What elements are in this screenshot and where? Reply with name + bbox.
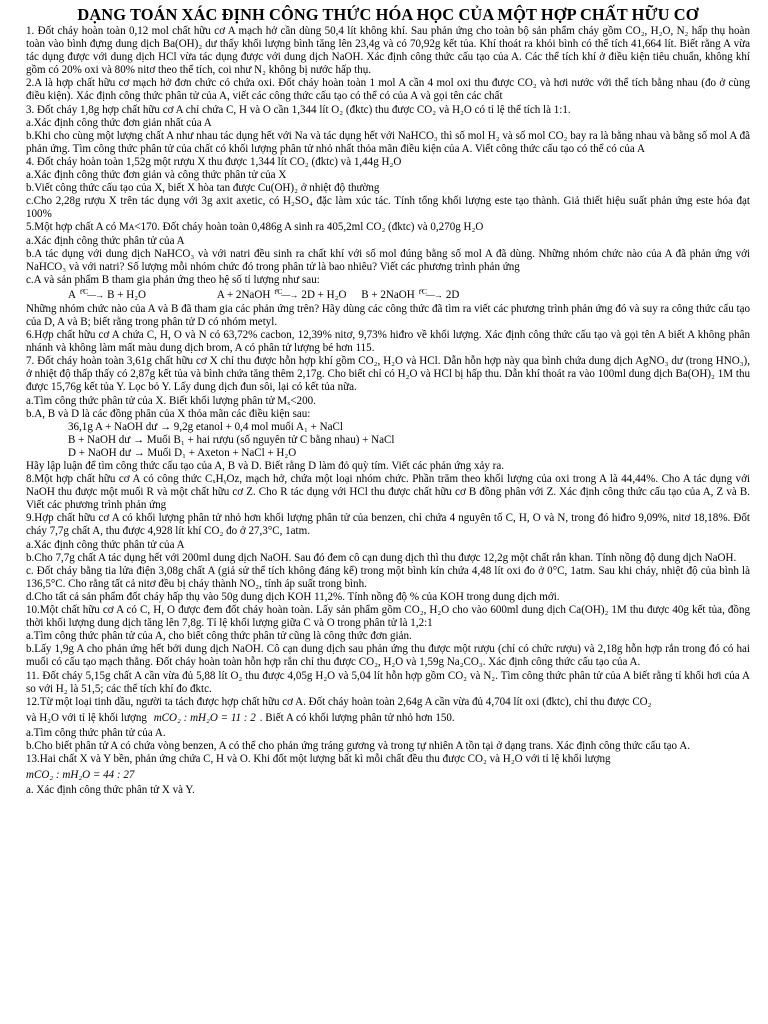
text-line: a. Xác định công thức phân tử X và Y. xyxy=(26,784,195,797)
text-line: 9.Hợp chất hữu cơ A có khối lượng phân tử nhỏ hơn khối lượng phân tử của benzen, chỉ chứa 4 nguyên tố C, H, O và N, trong đó hiđro 9,09%, nitơ 18,18%. Đốt cháy 7,7g chất A, thu được 4,928 lít khí CO₂ đo ở 27,3°C, 1atm. xyxy=(26,512,750,538)
problem-block-3 xyxy=(26,460,750,709)
text-line: 5.Một hợp chất A có Mᴀ<170. Đốt cháy hoàn toàn 0,486g A sinh ra 405,2ml CO₂ (đktc) và 0,270g H₂O xyxy=(26,221,484,234)
text-line: Những nhóm chức nào của A và B đã tham gia các phản ứng trên? Hãy dùng các công thức đã tìm ra viết các phương trình phản ứng đó và suy ra công thức cấu tạo của D, A và B; biết rằng trong phân tử D có nhóm metyl. xyxy=(26,302,750,328)
eq-product-3: 2D xyxy=(445,288,460,301)
eq-reactant-3: B + 2NaOH xyxy=(361,288,415,301)
mass-ratio-formula: mCO₂ : mH₂O = 11 : 2 xyxy=(153,711,256,724)
text-line: 13.Hai chất X và Y bền, phản ứng chứa C, H và O. Khi đốt một lượng bất kì mỗi chất đều thu được CO₂ và H₂O với tỉ lệ khối lượng xyxy=(26,752,611,765)
reaction-line: 36,1g A + NaOH dư → 9,2g etanol + 0,4 mol muối A₁ + NaCl xyxy=(68,420,343,433)
ratio-suffix: . Biết A có khối lượng phân tử nhỏ hơn 150. xyxy=(259,711,455,724)
text-line: 3. Đốt cháy 1,8g hợp chất hữu cơ A chỉ chứa C, H và O cần 1,344 lít O₂ (đktc) thu được CO₂ và H₂O có tỉ lệ thể tích là 1:1. xyxy=(26,103,571,116)
text-line: 4. Đốt cháy hoàn toàn 1,52g một rượu X thu được 1,344 lít CO₂ (đktc) và 1,44g H₂O xyxy=(26,155,402,168)
text-line: c.A và sản phẩm B tham gia phản ứng theo hệ số tỉ lượng như sau: xyxy=(26,273,320,286)
text-line: d.Cho tất cả sản phẩm đốt cháy hấp thụ vào 50g dung dịch KOH 11,2%. Tính nồng độ % của KOH trong dung dịch mới. xyxy=(26,590,560,603)
text-line: 2.A là hợp chất hữu cơ mạch hở đơn chức có chứa oxi. Đốt cháy hoàn toàn 1 mol A cần 4 mol oxi thu được CO₂ và hơi nước với thể tích bằng nhau (đo ở cùng điều kiện). Xác định công thức phân tử của A, viết các công thức cấu tạo có thể có của A và gọi tên các chất xyxy=(26,77,750,103)
reaction-line: B + NaOH dư → Muối B₁ + hai rượu (số nguyên tử C bằng nhau) + NaCl xyxy=(68,433,395,446)
eq-reactant-2: A + 2NaOH xyxy=(216,288,271,301)
text-line-with-ratio xyxy=(26,709,750,727)
text-line: b.Cho biết phân tử A có chứa vòng benzen, A có thể cho phản ứng tráng gương và trong tự nhiên A tồn tại ở dạng trans. Xác định công thức cấu tạo A. xyxy=(26,739,690,752)
text-line: 10.Một chất hữu cơ A có C, H, O được đem đốt cháy hoàn toàn. Lấy sản phẩm gồm CO₂, H₂O cho vào 600ml dung dịch Ca(OH)₂ 1M thu được 40g kết tủa, đồng thời khối lượng dung dịch tăng lên 7,8g. Tỉ lệ khối lượng giữa C và O trong phân tử là 1,2:1 xyxy=(26,604,750,630)
text-line: b.Viết công thức cấu tạo của X, biết X hòa tan được Cu(OH)₂ ở nhiệt độ thường xyxy=(26,182,380,195)
ratio-prefix: và H₂O với tỉ lệ khối lượng xyxy=(26,711,147,724)
text-line: 11. Đốt cháy 5,15g chất A cần vừa đủ 5,88 lít O₂ thu được 4,05g H₂O và 5,04 lít hỗn hợp gồm CO₂ và N₂. Tìm công thức phân tử của A biết rằng tỉ khối hơi của A so với H₂ là 51,5; các thể tích khí đo đktc. xyxy=(26,669,750,695)
text-line: 1. Đốt cháy hoàn toàn 0,12 mol chất hữu cơ A mạch hở cần dùng 50,4 lít không khí. Sau phản ứng cho toàn bộ sản phẩm cháy gồm CO₂, H₂O, N₂ hấp thụ hoàn toàn vào bình đựng dung dịch Ba(OH)₂ dư thấy khối lượng bình tăng lên 23,4g và có 70,92g kết tủa. Khí thoát ra khỏi bình có thể tích 41,664 lít. Biết rằng A vừa tác dụng được với dung dịch HCl vừa tác dụng được với dung dịch NaOH. Xác định công thức cấu tạo của A. Các thể tích khí ở điều kiện tiêu chuẩn, không khí gồm có 20% oxi và 80% nitơ theo thể tích, coi như N₂ không bị nước hấp thụ. xyxy=(26,25,750,77)
eq-reactant-a: A xyxy=(68,288,76,301)
text-line: a.Tìm công thức phân tử của A, cho biết công thức phân tử cũng là công thức đơn giản. xyxy=(26,630,412,643)
text-line: 6.Hợp chất hữu cơ A chứa C, H, O và N có 63,72% cacbon, 12,39% nitơ, 9,73% hiđro về khối lượng. Xác định công thức cấu tạo và gọi tên A biết A không phân nhánh và không làm mất màu dung dịch brom, A có phân tử lượng bé hơn 115. xyxy=(26,329,750,355)
text-line: a.Xác định công thức đơn giản nhất của A xyxy=(26,116,212,129)
document-title: DẠNG TOÁN XÁC ĐỊNH CÔNG THỨC HÓA HỌC CỦA MỘT HỢP CHẤT HỮU CƠ xyxy=(77,5,699,24)
eq-product-2: 2D + H₂O xyxy=(301,288,347,301)
problem-block-4 xyxy=(26,727,750,766)
text-line: a.Tìm công thức phân tử của X. Biết khối lượng phân tử Mₓ<200. xyxy=(26,394,316,407)
text-line: b.Lấy 1,9g A cho phản ứng hết bởi dung dịch NaOH. Cô cạn dung dịch sau phản ứng thu được một rượu (chỉ có chức rượu) và 2,18g hỗn hợp rắn trong đó có hai muối có cấu tạo mạch thẳng. Đốt cháy hoàn toàn hỗn hợp rắn chỉ thu được CO₂, H₂O và 1,59g Na₂CO₃. Xác định công thức cấu tạo của A. xyxy=(26,643,750,669)
text-line: c. Đốt cháy bằng tia lửa điện 3,08g chất A (giả sử thể tích không đáng kể) trong một bình kín chứa 4,48 lít oxi đo ở 0°C, 1atm. Sau khi cháy, nhiệt độ của bình là 136,5°C. Cho rằng tất cả nitơ đều bị cháy thành NO₂, tính áp suất trong bình. xyxy=(26,564,750,590)
eq-product-1: B + H₂O xyxy=(107,288,147,301)
text-line: b.A, B và D là các đồng phân của X thỏa mãn các điều kiện sau: xyxy=(26,407,311,420)
text-line: a.Xác định công thức phân tử của A xyxy=(26,234,185,247)
text-line: Hãy lập luận để tìm công thức cấu tạo của A, B và D. Biết rằng D làm đỏ quỳ tím. Viết các phản ứng xảy ra. xyxy=(26,460,505,472)
text-line: 12.Từ một loại tinh dầu, người ta tách được hợp chất hữu cơ A. Đốt cháy hoàn toàn 2,64g A cần vừa đủ 4,704 lít oxi (đktc), chỉ thu được CO₂ xyxy=(26,695,652,708)
text-line: a.Xác định công thức đơn giản và công thức phân tử của X xyxy=(26,169,287,182)
problem-block-1 xyxy=(26,25,750,287)
text-line: b.Cho 7,7g chất A tác dụng hết với 200ml dung dịch NaOH. Sau đó đem cô cạn dung dịch thì thu được 12,2g một chất rắn khan. Tính nồng độ dung dịch NaOH. xyxy=(26,551,737,564)
heat-arrow: $^{t^\circ C}$—→ xyxy=(418,286,444,300)
text-line: 7. Đốt cháy hoàn toàn 3,61g chất hữu cơ X chỉ thu được hỗn hợp khí gồm CO₂, H₂O và HCl. Dẫn hỗn hợp này qua bình chứa dung dịch AgNO₃ dư (trong HNO₃), ở nhiệt độ thấp thấy có 2,87g kết tủa và bình chứa tăng thêm 2,17g. Cho biết chỉ có H₂O và HCl bị hấp thu. Dẫn khí thoát ra vào 100ml dung dịch Ba(OH)₂ 1M thu được 15,76g kết tủa Y. Lọc bỏ Y. Lấy dung dịch đun sôi, lại có kết tủa nữa. xyxy=(26,355,750,394)
problem-block-2 xyxy=(26,303,750,421)
text-line: b.Khi cho cùng một lượng chất A như nhau tác dụng hết với Na và tác dụng hết với NaHCO₃ thì số mol H₂ và số mol CO₂ bay ra là bằng nhau và bằng số mol A đã phản ứng. Tìm công thức phân tử của chất có khối lượng phân tử nhỏ nhất thỏa mãn điều kiện của A. Viết công thức cấu tạo có thể có của A xyxy=(26,129,750,155)
text-line: 8.Một hợp chất hữu cơ A có công thức CₓHᵧOz, mạch hở, chứa một loại nhóm chức. Phần trăm theo khối lượng của oxi trong A là 44,44%. Cho A tác dụng với NaOH thu được một muối R và một chất hữu cơ Z. Cho R tác dụng với HCl thu được chất hữu cơ B đồng phân với Z. Xác định công thức cấu tạo của A, Z và B. Viết các phương trình phản ứng xyxy=(26,473,750,512)
heat-arrow: $^{t^\circ C}$—→ xyxy=(274,286,299,300)
reaction-equations xyxy=(26,287,750,303)
document-page xyxy=(26,6,750,797)
mass-ratio-formula-13: mCO₂ : mH₂O = 44 : 27 xyxy=(26,769,135,782)
text-line: a.Tìm công thức phân tử của A. xyxy=(26,726,166,739)
text-line: a.Xác định công thức phân tử của A xyxy=(26,538,185,551)
reaction-line: D + NaOH dư → Muối D₁ + Axeton + NaCl + H₂O xyxy=(68,446,297,459)
text-line: c.Cho 2,28g rượu X trên tác dụng với 3g axit axetic, có H₂SO₄ đặc làm xúc tác. Tính tổng khối lượng este tạo thành. Giả thiết hiệu suất phản ứng este hóa đạt 100% xyxy=(26,195,750,221)
text-line: b.A tác dụng với dung dịch NaHCO₃ và với natri đều sinh ra chất khí với số mol đúng bằng số mol A đã dùng. Những nhóm chức nào của A đã phản ứng với NaHCO₃ và với natri? Số lượng mỗi nhóm chức đó trong phân tử là bao nhiêu? Viết các phương trình phản ứng xyxy=(26,247,750,273)
reaction-list xyxy=(26,421,750,460)
heat-arrow: $^{t^\circ C}$—→ xyxy=(80,286,105,300)
